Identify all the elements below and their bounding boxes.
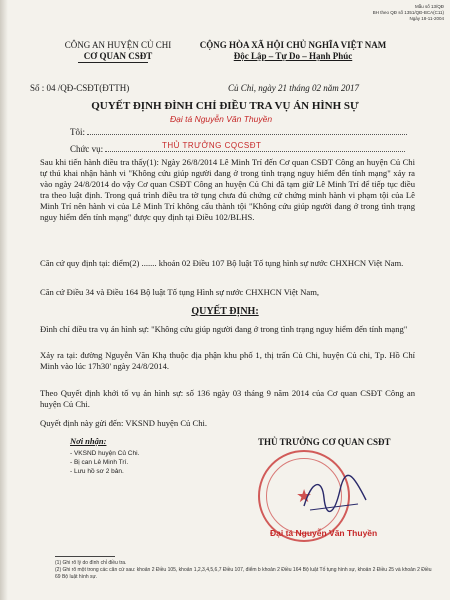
paragraph-legal-basis-2: Căn cứ Điều 34 và Điều 164 Bộ luật Tố tụng Hình sự nước CHXHCN Việt Nam, (40, 287, 320, 297)
handwritten-name: Đại tá Nguyễn Văn Thuyền (170, 114, 273, 124)
paragraph-decision: Đình chỉ điều tra vụ án hình sự: "Không cứu giúp người đang ở trong tình trạng nguy hiểm đến tính mạng" (40, 324, 408, 334)
paragraph-legal-basis-1: Căn cứ quy định tại: điểm(2) ....... khoản 02 Điều 107 Bộ luật Tố tụng hình sự nước CHXHCN Việt Nam. (40, 258, 404, 268)
nation-motto: Độc Lập – Tự Do – Hạnh Phúc (233, 51, 353, 61)
paragraph-findings: Sau khi tiến hành điều tra thấy(1): Ngày 26/8/2014 Lê Minh Trí đến Cơ quan CSĐT Công an huyện Củ Chi tự thú khai nhận hành vi "Không cứu giúp người đang ở trong tình trạng nguy hiểm đến tính mạng" xảy ra vào ngày 24/8/2014 do vậy Cơ quan CSĐT Công an huyện Củ Chi đã tạm giữ Lê Minh Trí để tiếp tục điều tra theo luật định. Trong quá trình điều tra tờ tụng chưa đủ chứng cứ chứng minh hành vi phạm tội của Lê Minh Trí nên hành vi của Lê Minh Trí không cấu thành tội "Không cứu giúp người đang ở trong tình trạng nguy hiểm đến tính mạng" được quy định tại Điều 102/BLHS. (40, 157, 415, 222)
signatory-title: THỦ TRƯỞNG CƠ QUAN CSĐT (258, 437, 391, 447)
signature-mark (300, 470, 370, 520)
recipients-label: Nơi nhận: (70, 436, 107, 446)
recipient-item: - Lưu hồ sơ 2 bản. (70, 468, 124, 475)
chucvu-label: Chức vụ: (70, 144, 104, 154)
agency-header (48, 40, 188, 62)
chucvu-stamp: THỦ TRƯỞNG CQCSĐT (162, 141, 262, 150)
toi-dots (87, 134, 407, 135)
form-code (373, 4, 444, 22)
place-date: Củ Chi, ngày 21 tháng 02 năm 2017 (228, 83, 360, 93)
nation-header (178, 40, 408, 62)
form-code-line: Mẫu số 13/QĐ (414, 4, 444, 9)
agency-underline (78, 62, 148, 63)
toi-label: Tôi: (70, 127, 85, 137)
agency-main: CƠ QUAN CSĐT (83, 51, 153, 61)
recipient-item: - VKSND huyện Củ Chi. (70, 450, 140, 457)
footnote-rule (55, 556, 115, 557)
chucvu-dots (105, 151, 405, 152)
decision-heading: QUYẾT ĐỊNH: (191, 306, 259, 317)
star-icon: ★ (296, 486, 313, 506)
paragraph-sent-to: Quyết định này gửi đến: VKSND huyện Củ Chi. (40, 418, 208, 428)
recipient-item: - Bị can Lê Minh Trí. (70, 459, 129, 466)
document-title: QUYẾT ĐỊNH ĐÌNH CHỈ ĐIỀU TRA VỤ ÁN HÌNH SỰ (91, 100, 359, 112)
toi-line (70, 127, 407, 137)
page-shadow (0, 0, 8, 600)
agency-top: CÔNG AN HUYỆN CỦ CHI (64, 40, 172, 50)
form-code-line: Ngày 18-11-2004 (409, 16, 444, 21)
footnotes (55, 560, 435, 581)
document-number: Số : 04 /QĐ-CSĐT(ĐTTH) (30, 83, 130, 93)
signatory-name: Đại tá Nguyễn Văn Thuyền (270, 528, 378, 538)
nation-title: CỘNG HÒA XÃ HỘI CHỦ NGHĨA VIỆT NAM (199, 40, 387, 50)
footnote-1: (1) Ghi rõ lý do đình chỉ điều tra. (55, 560, 127, 566)
footnote-2: (2) Ghi rõ một trong các căn cứ sau: khoản 2 Điều 105, khoản 1,2,3,4,5,6,7 Điều 107, điểm b khoản 2 Điều 164 Bộ luật Tố tụng hình sự, khoản 2 Điều 25 và khoản 2 Điều 69 Bộ luật hình sự. (55, 567, 432, 580)
form-code-line: BH theo QĐ số 1351/QĐ-BCA(C11) (372, 10, 444, 15)
paragraph-reference: Theo Quyết định khởi tố vụ án hình sự: số 136 ngày 03 tháng 9 năm 2014 của Cơ quan CSĐT Công an huyện Củ Chi. (40, 388, 415, 409)
paragraph-location: Xảy ra tại: đường Nguyễn Văn Khạ thuộc địa phận khu phố 1, thị trấn Củ Chi, huyện Củ chi, Tp. Hồ Chí Minh vào lúc 17h30' ngày 24/8/2014. (40, 350, 415, 371)
